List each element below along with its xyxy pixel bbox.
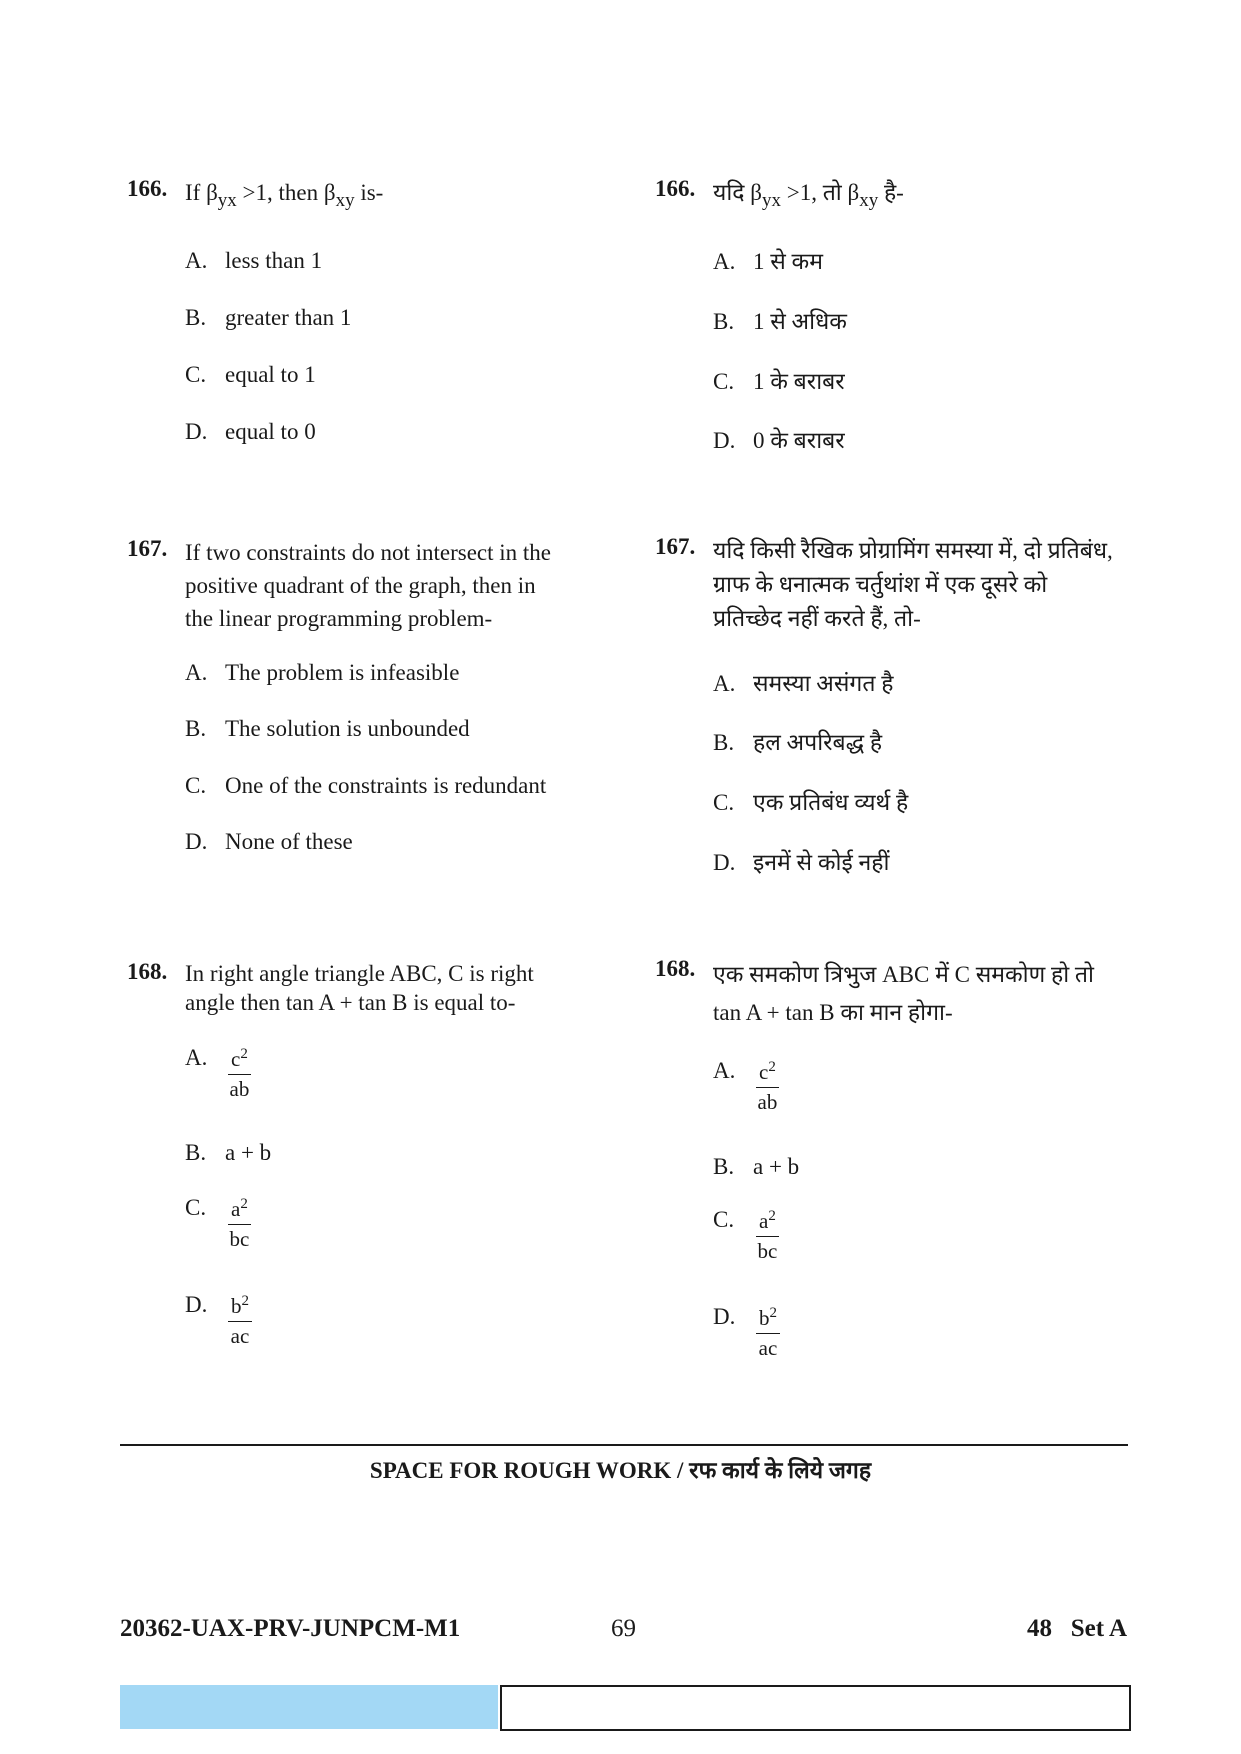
set-label: 48 Set A bbox=[1027, 1615, 1127, 1642]
footer-empty-box bbox=[500, 1685, 1131, 1731]
question-stem: If two constraints do not intersect in the positive quadrant of the graph, then in the linear programming problem- bbox=[185, 540, 552, 631]
page-number: 69 bbox=[611, 1615, 636, 1642]
question-stem: एक समकोण त्रिभुज ABC में C समकोण हो तो tan A + tan B का मान होगा- bbox=[713, 962, 1094, 1025]
option-a-label: A. bbox=[185, 1045, 208, 1070]
option-c: C. एक प्रतिबंध व्यर्थ है bbox=[713, 790, 909, 815]
option-b: B. a + b bbox=[185, 1140, 272, 1165]
question-stem: If $\beta_{yx} >1$, then $\beta_{xy}$ is- bbox=[185, 180, 384, 211]
fraction-a2-over-bc: $\frac{a^2}{bc}$ bbox=[229, 1196, 250, 1251]
rough-work-heading: SPACE FOR ROUGH WORK / रफ कार्य के लिये जगह bbox=[369, 1458, 872, 1483]
footer-color-bar bbox=[120, 1685, 498, 1729]
option-b: B. The solution is unbounded bbox=[185, 716, 470, 741]
option-b: B. हल अपरिबद्ध है bbox=[713, 730, 883, 755]
question-number: 168. bbox=[655, 956, 696, 981]
option-d-label: D. bbox=[185, 1292, 208, 1317]
option-d: D. equal to 0 bbox=[185, 419, 316, 444]
option-a: A. 1 से कम bbox=[713, 249, 823, 274]
question-number: 166. bbox=[127, 176, 168, 201]
question-stem: यदि किसी रैखिक प्रोग्रामिंग समस्या में, दो प्रतिबंध, ग्राफ के धनात्मक चर्तुथांश में एक दूसरे को प्रतिच्छेद नहीं करते हैं, तो- bbox=[713, 538, 1113, 631]
option-a: A. less than 1 bbox=[185, 248, 323, 273]
divider-rule bbox=[120, 1444, 1128, 1446]
question-number: 167. bbox=[655, 534, 696, 559]
option-d: D. 0 के बराबर bbox=[713, 428, 845, 453]
fraction-a2-over-bc: $\frac{a^2}{bc}$ bbox=[757, 1208, 778, 1263]
option-b: B. a + b bbox=[713, 1154, 800, 1179]
fraction-b2-over-ac: $\frac{b^2}{ac}$ bbox=[228, 1293, 252, 1349]
option-c-label: C. bbox=[713, 1207, 735, 1232]
question-stem: In right angle triangle ABC, C is right angle then tan A + tan B is equal to- bbox=[185, 961, 534, 1015]
fraction-c2-over-ab: $\frac{c^2}{ab}$ bbox=[229, 1046, 250, 1101]
option-a: A. The problem is infeasible bbox=[185, 660, 460, 685]
option-b: B. greater than 1 bbox=[185, 305, 352, 330]
question-number: 168. bbox=[127, 959, 168, 984]
question-stem: यदि $\beta_{yx} >1$, तो $\beta_{xy}$ है- bbox=[713, 180, 904, 211]
option-c: C. 1 के बराबर bbox=[713, 369, 845, 394]
paper-code: 20362-UAX-PRV-JUNPCM-M1 bbox=[120, 1615, 461, 1642]
option-c-label: C. bbox=[185, 1195, 207, 1220]
option-d: D. None of these bbox=[185, 829, 353, 854]
fraction-c2-over-ab: $\frac{c^2}{ab}$ bbox=[757, 1059, 778, 1114]
option-d-label: D. bbox=[713, 1304, 736, 1329]
option-c: C. equal to 1 bbox=[185, 362, 316, 387]
question-number: 167. bbox=[127, 536, 168, 561]
fraction-b2-over-ac: $\frac{b^2}{ac}$ bbox=[756, 1305, 780, 1361]
option-c: C. One of the constraints is redundant bbox=[185, 773, 547, 798]
option-a-label: A. bbox=[713, 1058, 736, 1083]
question-number: 166. bbox=[655, 176, 696, 201]
option-d: D. इनमें से कोई नहीं bbox=[713, 850, 890, 875]
option-b: B. 1 से अधिक bbox=[713, 309, 847, 334]
option-a: A. समस्या असंगत है bbox=[713, 671, 894, 696]
